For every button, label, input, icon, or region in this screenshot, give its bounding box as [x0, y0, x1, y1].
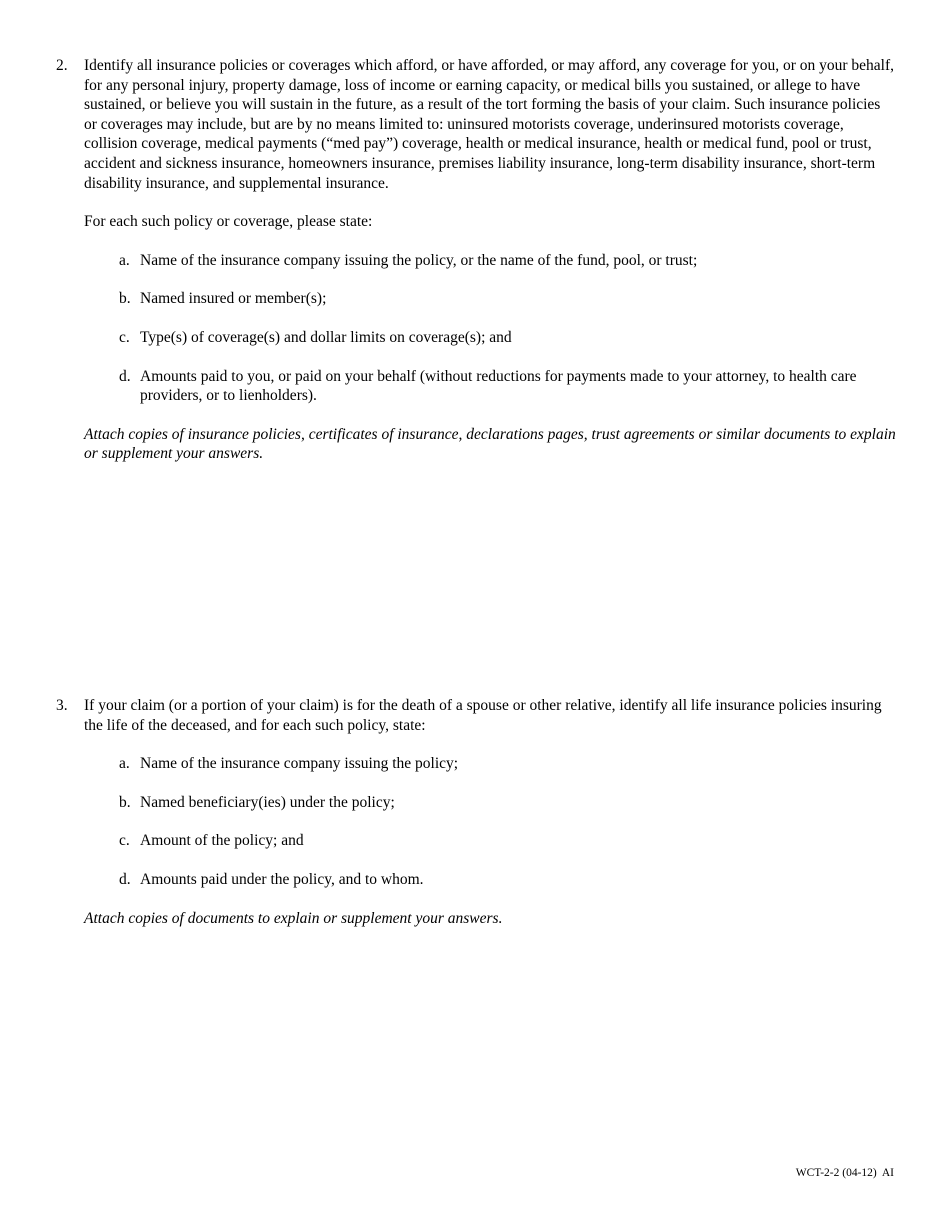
sub-item-letter: c.: [119, 328, 130, 346]
question-2: [56, 56, 896, 464]
attachment-note: Attach copies of insurance policies, certificates of insurance, declarations pages, trust agreements or similar documents to explain or supplement your answers.: [84, 425, 896, 463]
sub-item-text: Name of the insurance company issuing the policy;: [140, 755, 459, 773]
question-3: [56, 696, 896, 928]
sub-item-letter: b.: [119, 290, 131, 308]
sub-item-letter: d.: [119, 870, 131, 888]
sub-item-list: [84, 251, 896, 406]
sub-item-text: Type(s) of coverage(s) and dollar limits on coverage(s); and: [140, 328, 512, 346]
sub-item-d: [84, 870, 896, 890]
sub-item-text: Amounts paid to you, or paid on your behalf (without reductions for payments made to your attorney, to health care providers, or to lienholders).: [140, 367, 857, 405]
sub-item-letter: a.: [119, 251, 130, 269]
sub-item-letter: c.: [119, 832, 130, 850]
question-intro: For each such policy or coverage, please state:: [84, 213, 373, 231]
sub-item-letter: b.: [119, 793, 131, 811]
sub-item-text: Named beneficiary(ies) under the policy;: [140, 793, 395, 811]
attachment-note: Attach copies of documents to explain or supplement your answers.: [84, 909, 503, 927]
sub-item-b: [84, 289, 896, 309]
sub-item-c: [84, 328, 896, 348]
sub-item-d: [84, 367, 896, 406]
sub-item-text: Amount of the policy; and: [140, 832, 304, 850]
question-body: [84, 56, 896, 464]
sub-item-letter: d.: [119, 367, 131, 385]
sub-item-a: [84, 754, 896, 774]
sub-item-text: Name of the insurance company issuing the policy, or the name of the fund, pool, or trust;: [140, 251, 698, 269]
sub-item-text: Amounts paid under the policy, and to whom.: [140, 870, 424, 888]
form-code: WCT-2-2 (04-12) AI: [795, 1167, 894, 1179]
sub-item-a: [84, 251, 896, 271]
question-text: Identify all insurance policies or coverages which afford, or have afforded, or may afford, any coverage for you, or on your behalf, for any personal injury, property damage, loss of income or earning capacity, or medical bills you sustained, or allege to have sustained, or believe you will sustain in the future, as a result of the tort forming the basis of your claim. Such insurance policies or coverages may include, but are by no means limited to: uninsured motorists coverage, underinsured motorists coverage, collision coverage, medical payments (“med pay”) coverage, health or medical insurance, health or medical fund, pool or trust, accident and sickness insurance, homeowners insurance, premises liability insurance, long-term disability insurance, short-term disability insurance, and supplemental insurance.: [84, 57, 894, 192]
question-number: 2.: [56, 57, 68, 74]
sub-item-text: Named insured or member(s);: [140, 290, 327, 308]
question-number: 3.: [56, 697, 68, 714]
question-body: [84, 696, 896, 928]
question-text: If your claim (or a portion of your claim) is for the death of a spouse or other relative, identify all life insurance policies insuring the life of the deceased, and for each such policy, state:: [84, 697, 882, 734]
sub-item-b: [84, 793, 896, 813]
sub-item-letter: a.: [119, 755, 130, 773]
sub-item-list: [84, 754, 896, 889]
sub-item-c: [84, 831, 896, 851]
